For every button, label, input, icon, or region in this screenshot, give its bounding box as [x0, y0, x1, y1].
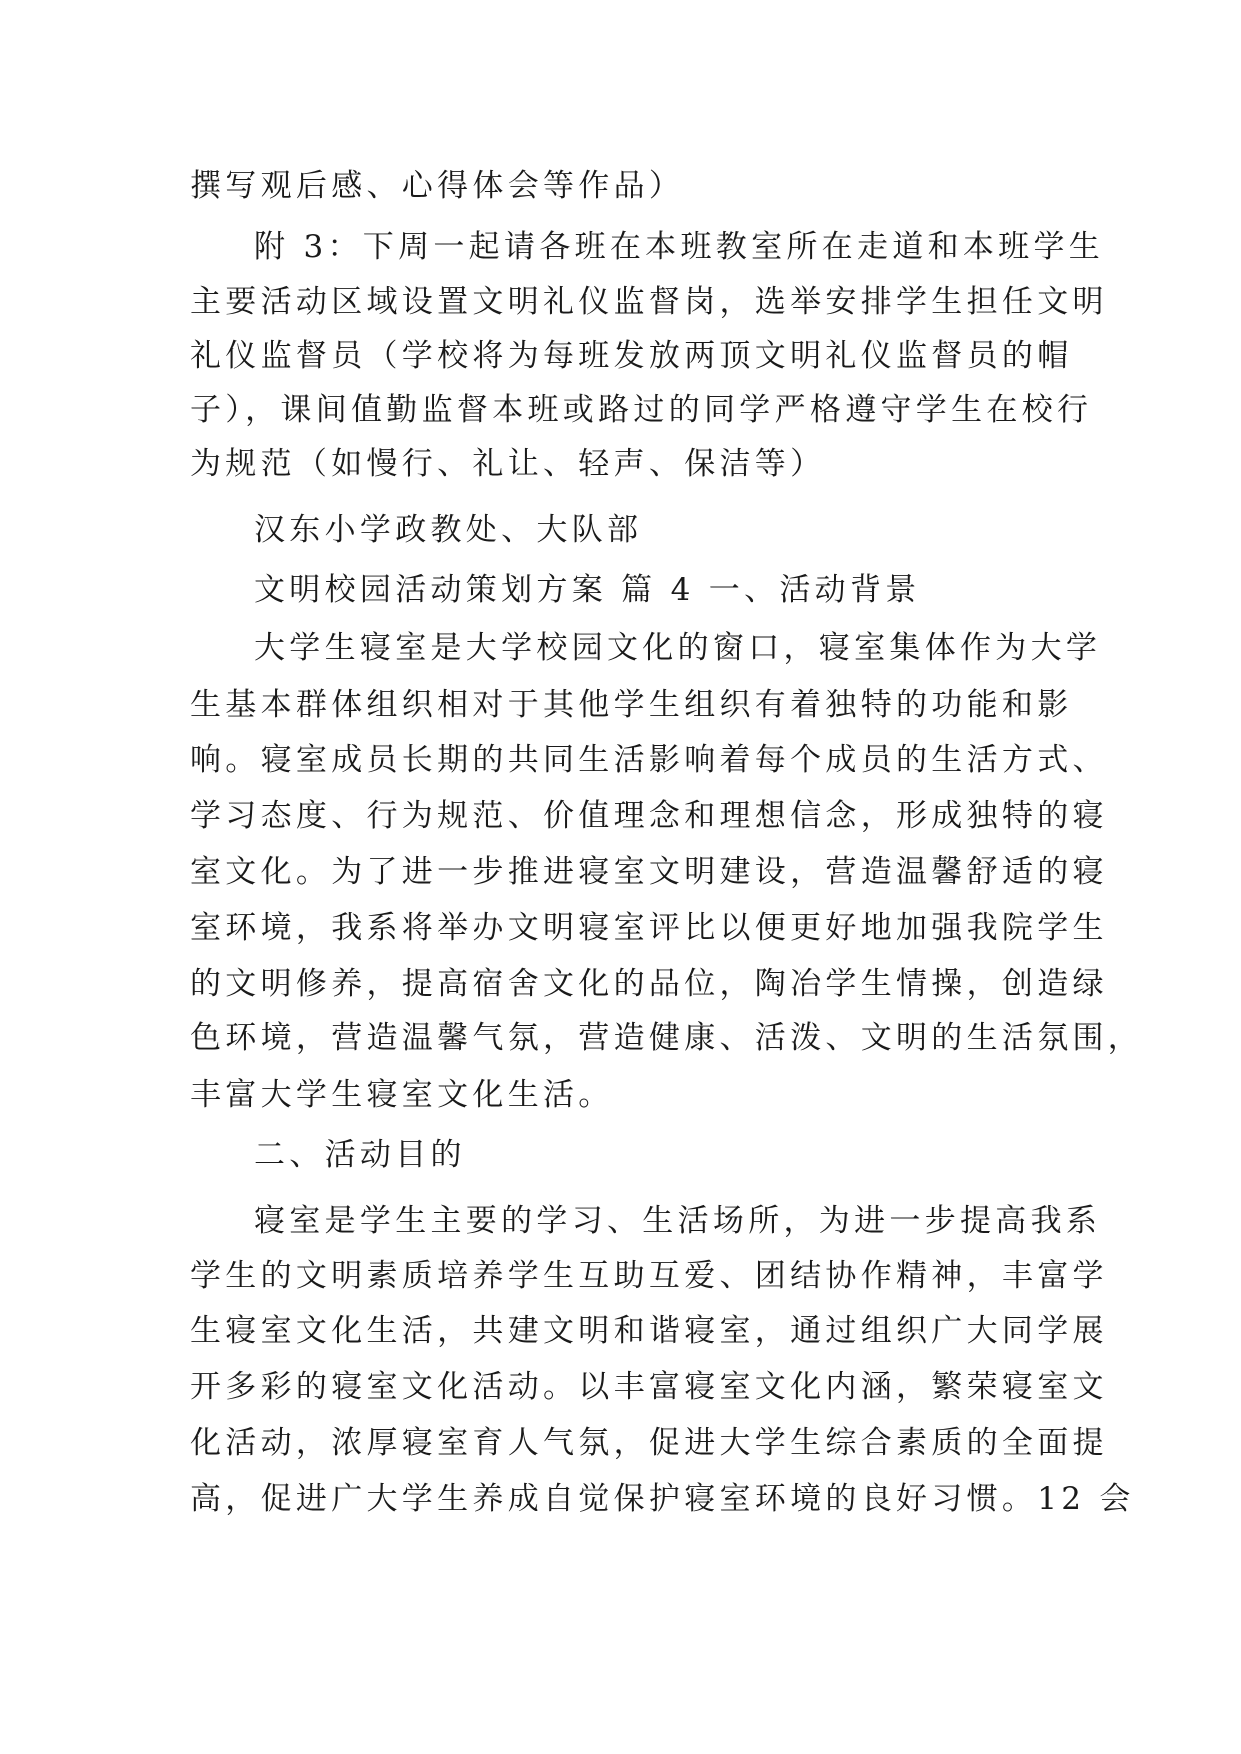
signature-line: 汉东小学政教处、大队部: [254, 512, 643, 548]
text-line: 子），课间值勤监督本班或路过的同学严格遵守学生在校行: [190, 392, 1093, 428]
text-line: 开多彩的寝室文化活动。以丰富寝室文化内涵，繁荣寝室文: [190, 1369, 1108, 1405]
text-line: 学生的文明素质培养学生互助互爱、团结协作精神，丰富学: [190, 1258, 1108, 1294]
text-line: 主要活动区域设置文明礼仪监督岗，选举安排学生担任文明: [190, 284, 1108, 320]
text-line: 化活动，浓厚寝室育人气氛，促进大学生综合素质的全面提: [190, 1425, 1108, 1461]
text-line: 寝室是学生主要的学习、生活场所，为进一步提高我系: [254, 1203, 1102, 1239]
text-line: 室环境，我系将举办文明寝室评比以便更好地加强我院学生: [190, 910, 1108, 946]
text-line: 礼仪监督员（学校将为每班发放两顶文明礼仪监督员的帽: [190, 338, 1073, 374]
text-line: 丰富大学生寝室文化生活。: [190, 1077, 614, 1113]
text-line: 的文明修养，提高宿舍文化的品位，陶冶学生情操，创造绿: [190, 966, 1108, 1002]
text-line: 色环境，营造温馨气氛，营造健康、活泼、文明的生活氛围，: [190, 1020, 1144, 1056]
text-line: 学习态度、行为规范、价值理念和理想信念，形成独特的寝: [190, 798, 1108, 834]
text-line: 生基本群体组织相对于其他学生组织有着独特的功能和影: [190, 687, 1073, 723]
text-line: 高，促进广大学生养成自觉保护寝室环境的良好习惯。12 会: [190, 1481, 1135, 1517]
text-line: 撰写观后感、心得体会等作品）: [190, 168, 685, 204]
text-line: 附 3：下周一起请各班在本班教室所在走道和本班学生: [254, 229, 1105, 265]
text-line: 为规范（如慢行、礼让、轻声、保洁等）: [190, 446, 826, 482]
text-line: 响。寝室成员长期的共同生活影响着每个成员的生活方式、: [190, 742, 1108, 778]
text-line: 生寝室文化生活，共建文明和谐寝室，通过组织广大同学展: [190, 1313, 1108, 1349]
section-heading: 文明校园活动策划方案 篇 4 一、活动背景: [254, 572, 921, 608]
section-heading: 二、活动目的: [254, 1137, 466, 1173]
text-line: 大学生寝室是大学校园文化的窗口，寝室集体作为大学: [254, 630, 1102, 666]
text-line: 室文化。为了进一步推进寝室文明建设，营造温馨舒适的寝: [190, 854, 1108, 890]
